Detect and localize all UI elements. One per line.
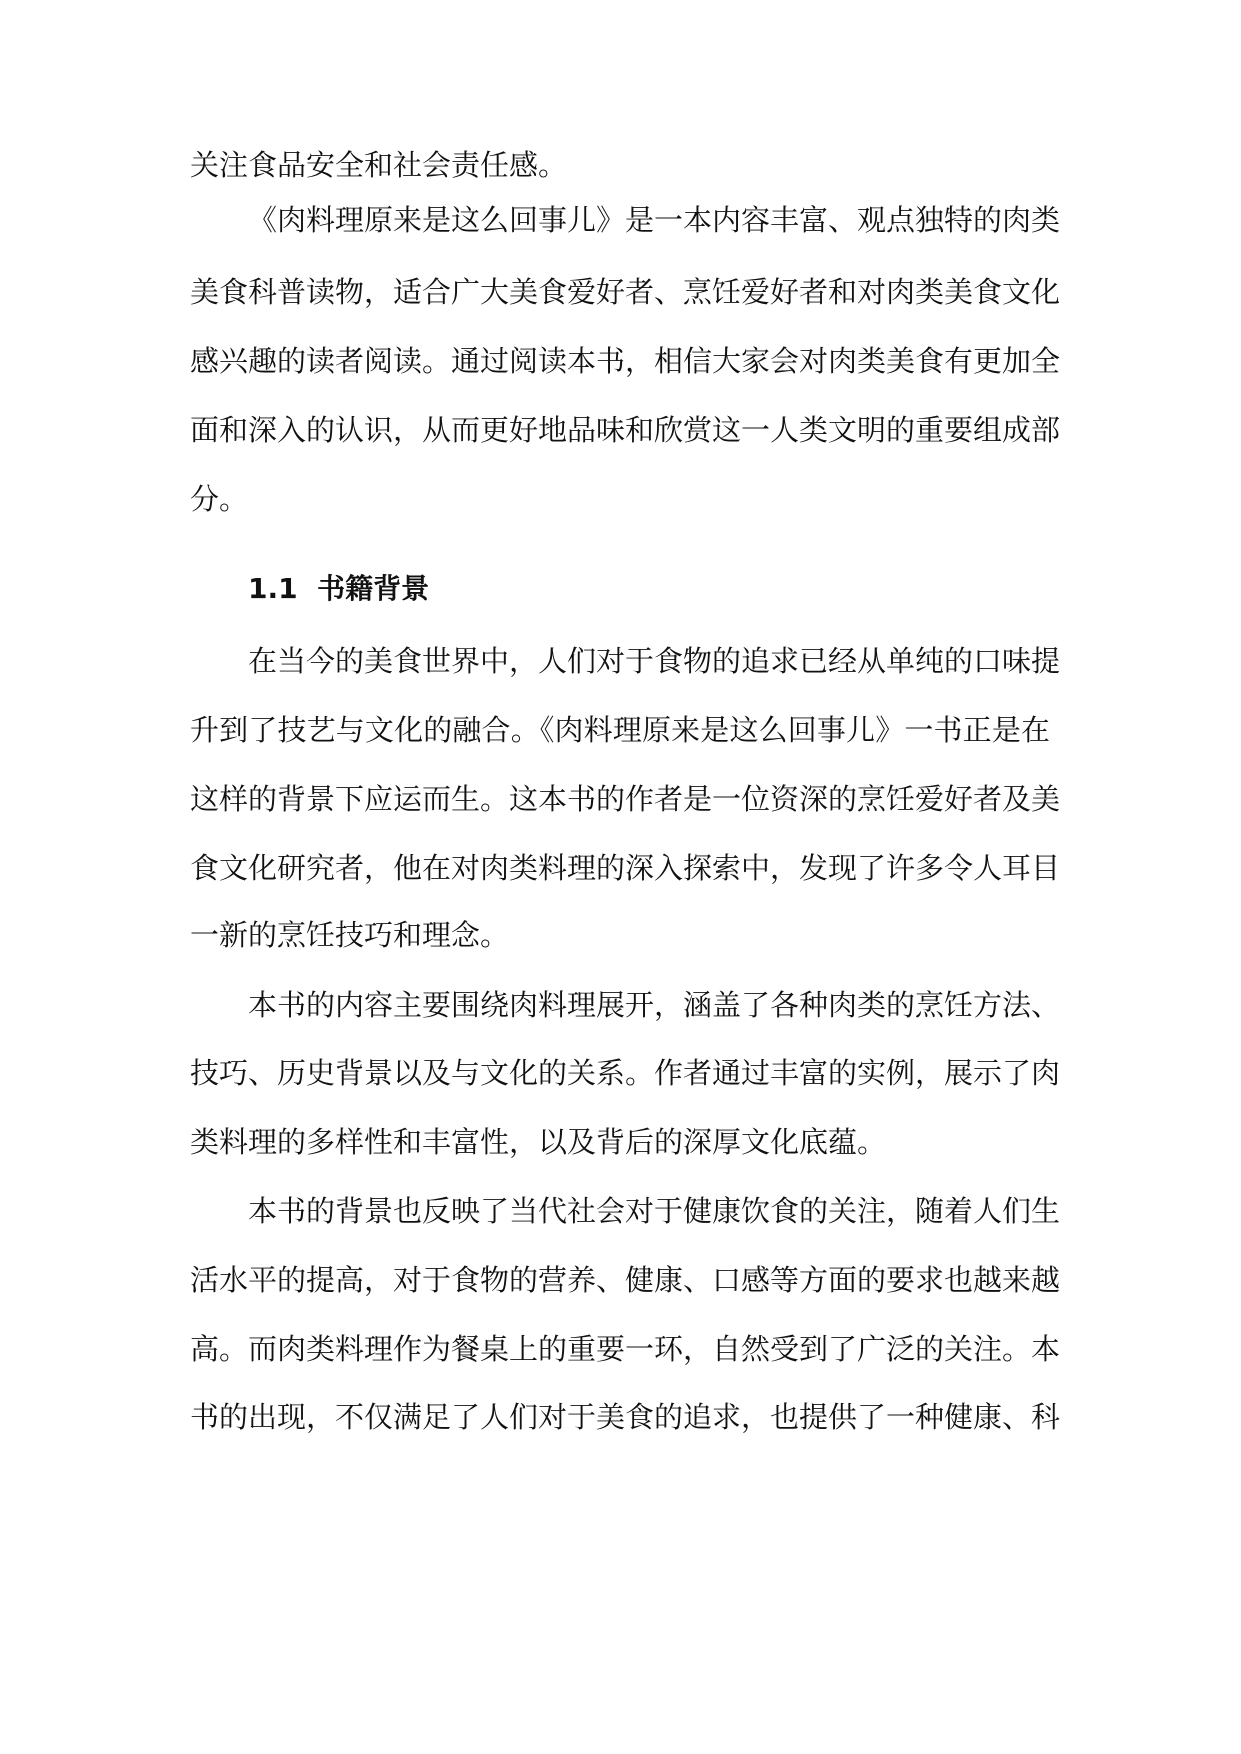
- paragraph-line: 食文化研究者，他在对肉类料理的深入探索中，发现了许多令人耳目: [190, 851, 1061, 885]
- paragraph-line: 类料理的多样性和丰富性，以及背后的深厚文化底蕴。: [190, 1125, 887, 1159]
- section-number: 1.1: [248, 572, 298, 605]
- paragraph-line: 感兴趣的读者阅读。通过阅读本书，相信大家会对肉类美食有更加全: [190, 344, 1061, 378]
- paragraph-line: 本书的背景也反映了当代社会对于健康饮食的关注，随着人们生: [248, 1194, 1061, 1228]
- paragraph-line: 技巧、历史背景以及与文化的关系。作者通过丰富的实例，展示了肉: [190, 1056, 1061, 1090]
- paragraph-line: 分。: [190, 482, 249, 516]
- paragraph-line: 这样的背景下应运而生。这本书的作者是一位资深的烹饪爱好者及美: [190, 782, 1061, 816]
- section-heading: [248, 569, 429, 609]
- paragraph-line: 关注食品安全和社会责任感。: [190, 148, 568, 182]
- paragraph-line: 在当今的美食世界中，人们对于食物的追求已经从单纯的口味提: [248, 644, 1061, 678]
- paragraph-line: 活水平的提高，对于食物的营养、健康、口感等方面的要求也越来越: [190, 1263, 1061, 1297]
- paragraph-line: 高。而肉类料理作为餐桌上的重要一环，自然受到了广泛的关注。本: [190, 1332, 1061, 1366]
- paragraph-line: 美食科普读物，适合广大美食爱好者、烹饪爱好者和对肉类美食文化: [190, 275, 1061, 309]
- paragraph-line: 《肉料理原来是这么回事儿》是一本内容丰富、观点独特的肉类: [248, 203, 1061, 237]
- paragraph-line: 升到了技艺与文化的融合。《肉料理原来是这么回事儿》一书正是在: [190, 713, 1050, 747]
- section-title: 书籍背景: [317, 572, 430, 605]
- paragraph-line: 一新的烹饪技巧和理念。: [190, 918, 510, 952]
- paragraph-line: 书的出现，不仅满足了人们对于美食的追求，也提供了一种健康、科: [190, 1400, 1061, 1434]
- paragraph-line: 本书的内容主要围绕肉料理展开，涵盖了各种肉类的烹饪方法、: [248, 988, 1061, 1022]
- paragraph-line: 面和深入的认识，从而更好地品味和欣赏这一人类文明的重要组成部: [190, 413, 1061, 447]
